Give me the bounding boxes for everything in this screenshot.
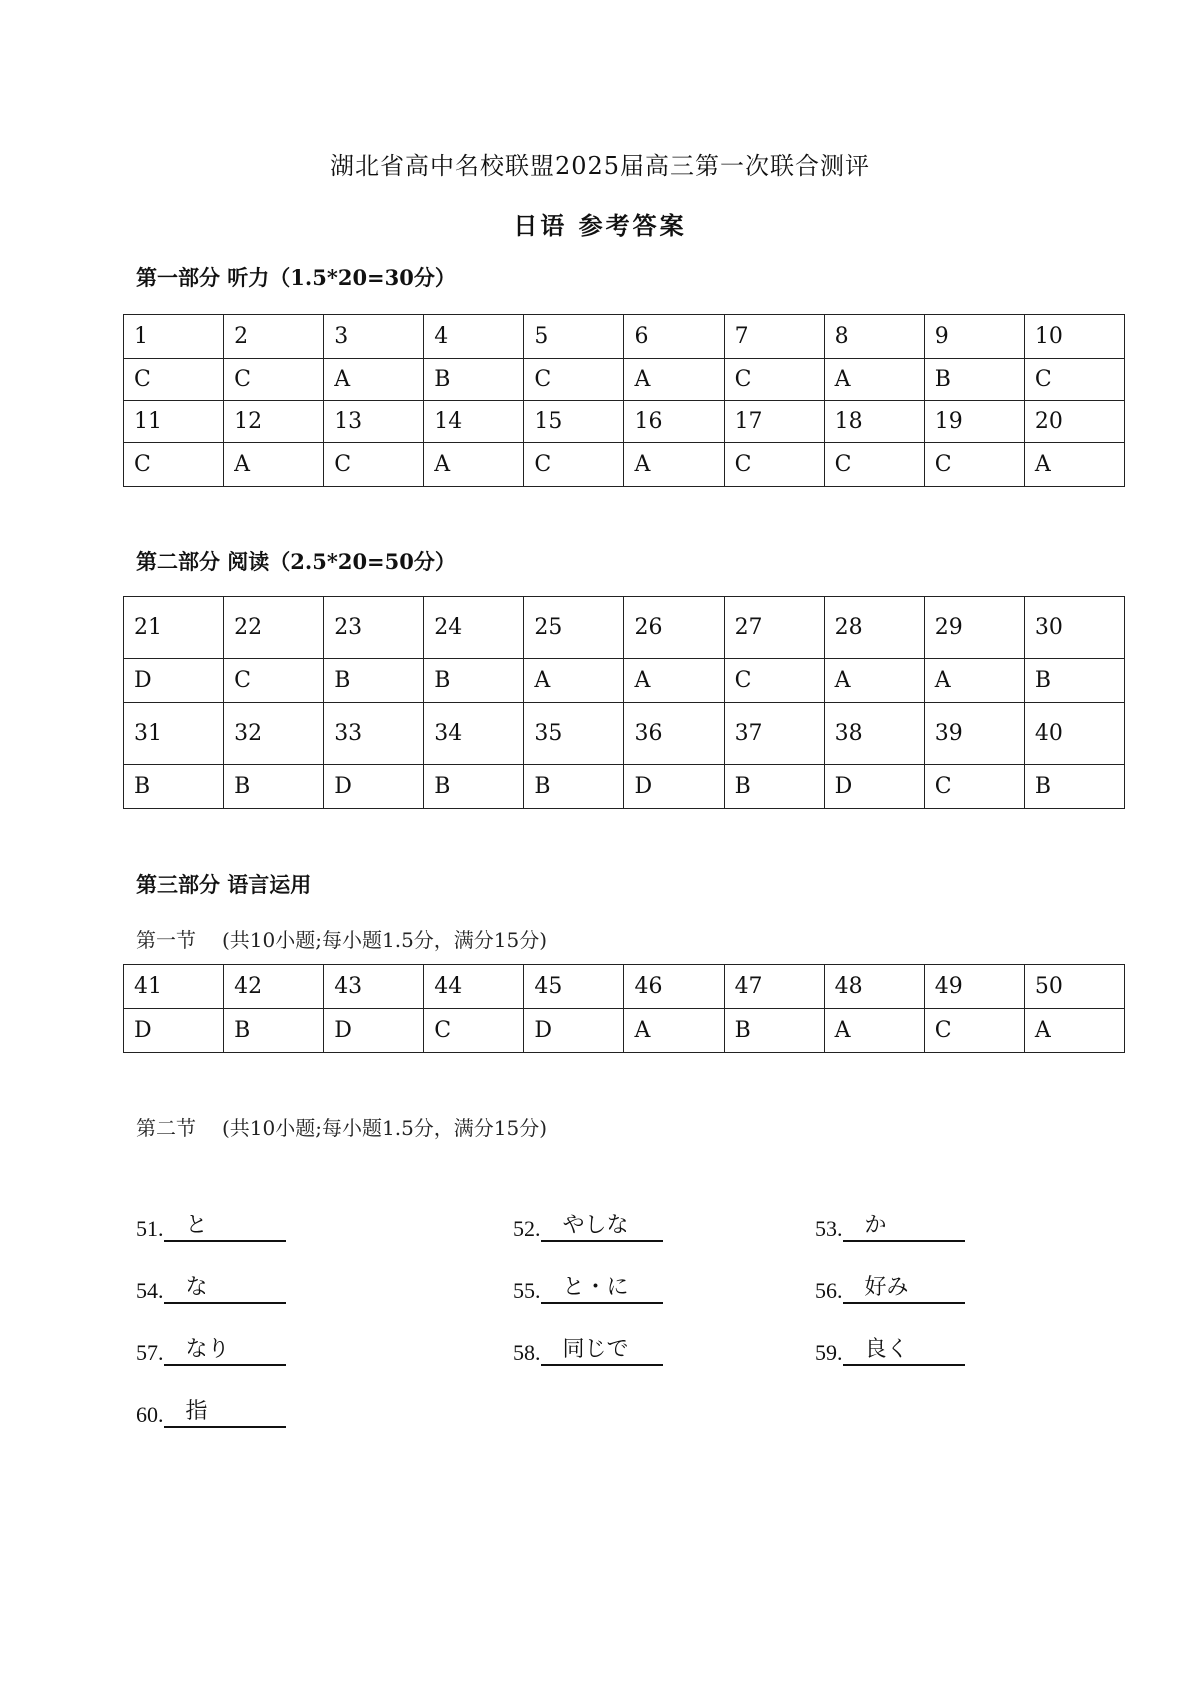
question-number-cell: 25 xyxy=(524,597,624,659)
answer-cell: D xyxy=(624,765,724,809)
fill-in-item xyxy=(815,1212,965,1242)
question-number-cell: 47 xyxy=(724,965,824,1009)
question-number-row xyxy=(124,401,1125,443)
section2-note: (共10小题;每小题1.5分，满分15分) xyxy=(222,1116,548,1140)
answer-cell: D xyxy=(824,765,924,809)
answer-cell: A xyxy=(824,1009,924,1053)
answer-cell: C xyxy=(124,443,224,487)
item-answer: か xyxy=(843,1212,965,1242)
item-number: 55. xyxy=(513,1278,541,1303)
fill-in-item xyxy=(136,1274,286,1304)
item-number: 58. xyxy=(513,1340,541,1365)
question-number-cell: 42 xyxy=(224,965,324,1009)
answer-row xyxy=(124,659,1125,703)
question-number-cell: 7 xyxy=(724,315,824,359)
answer-cell: A xyxy=(624,443,724,487)
question-number-cell: 28 xyxy=(824,597,924,659)
answer-cell: A xyxy=(824,359,924,401)
item-answer: な xyxy=(164,1274,286,1304)
section2-label: 第二节 xyxy=(136,1116,196,1140)
question-number-cell: 17 xyxy=(724,401,824,443)
answer-cell: C xyxy=(524,443,624,487)
item-answer: やしな xyxy=(541,1212,663,1242)
answer-row xyxy=(124,359,1125,401)
document-subtitle: 日语 参考答案 xyxy=(513,211,687,240)
item-answer: と・に xyxy=(541,1274,663,1304)
part3-section2-title xyxy=(136,1112,547,1141)
question-number-cell: 13 xyxy=(324,401,424,443)
question-number-cell: 40 xyxy=(1024,703,1124,765)
question-number-cell: 45 xyxy=(524,965,624,1009)
question-number-cell: 11 xyxy=(124,401,224,443)
answer-cell: B xyxy=(424,659,524,703)
fill-in-item xyxy=(513,1212,663,1242)
fill-in-item xyxy=(815,1336,965,1366)
answer-cell: C xyxy=(1024,359,1124,401)
question-number-cell: 26 xyxy=(624,597,724,659)
question-number-cell: 4 xyxy=(424,315,524,359)
question-number-cell: 35 xyxy=(524,703,624,765)
answer-cell: B xyxy=(1024,659,1124,703)
question-number-cell: 5 xyxy=(524,315,624,359)
question-number-cell: 41 xyxy=(124,965,224,1009)
answer-cell: A xyxy=(624,659,724,703)
question-number-cell: 1 xyxy=(124,315,224,359)
answer-cell: C xyxy=(924,765,1024,809)
question-number-cell: 49 xyxy=(924,965,1024,1009)
question-number-cell: 37 xyxy=(724,703,824,765)
item-number: 60. xyxy=(136,1402,164,1427)
question-number-cell: 18 xyxy=(824,401,924,443)
question-number-cell: 31 xyxy=(124,703,224,765)
answer-cell: A xyxy=(1024,443,1124,487)
question-number-cell: 29 xyxy=(924,597,1024,659)
question-number-cell: 39 xyxy=(924,703,1024,765)
answer-cell: D xyxy=(124,1009,224,1053)
fill-in-item xyxy=(513,1274,663,1304)
question-number-cell: 12 xyxy=(224,401,324,443)
answer-cell: A xyxy=(524,659,624,703)
item-number: 59. xyxy=(815,1340,843,1365)
answer-cell: C xyxy=(724,659,824,703)
item-answer: 指 xyxy=(164,1398,286,1428)
answer-cell: C xyxy=(424,1009,524,1053)
section1-label: 第一节 xyxy=(136,928,196,952)
question-number-cell: 20 xyxy=(1024,401,1124,443)
answer-cell: A xyxy=(224,443,324,487)
answer-cell: A xyxy=(624,359,724,401)
answer-cell: C xyxy=(224,659,324,703)
question-number-cell: 23 xyxy=(324,597,424,659)
item-number: 57. xyxy=(136,1340,164,1365)
answer-row xyxy=(124,443,1125,487)
answer-cell: C xyxy=(724,443,824,487)
document-title: 湖北省高中名校联盟2025届高三第一次联合测评 xyxy=(329,152,871,180)
section1-note: (共10小题;每小题1.5分，满分15分) xyxy=(222,928,548,952)
fill-in-item xyxy=(136,1398,286,1428)
question-number-cell: 22 xyxy=(224,597,324,659)
answer-cell: B xyxy=(724,765,824,809)
question-number-row xyxy=(124,597,1125,659)
question-number-cell: 10 xyxy=(1024,315,1124,359)
answer-cell: C xyxy=(924,1009,1024,1053)
question-number-cell: 21 xyxy=(124,597,224,659)
question-number-cell: 3 xyxy=(324,315,424,359)
answer-cell: A xyxy=(624,1009,724,1053)
question-number-cell: 48 xyxy=(824,965,924,1009)
answer-cell: C xyxy=(924,443,1024,487)
part1-answer-table xyxy=(123,314,1125,487)
answer-cell: B xyxy=(224,1009,324,1053)
question-number-cell: 34 xyxy=(424,703,524,765)
fill-in-item xyxy=(815,1274,965,1304)
item-number: 54. xyxy=(136,1278,164,1303)
question-number-cell: 19 xyxy=(924,401,1024,443)
question-number-cell: 50 xyxy=(1024,965,1124,1009)
answer-cell: B xyxy=(924,359,1024,401)
answer-cell: B xyxy=(224,765,324,809)
answer-cell: B xyxy=(724,1009,824,1053)
question-number-cell: 24 xyxy=(424,597,524,659)
answer-cell: A xyxy=(424,443,524,487)
answer-cell: C xyxy=(324,443,424,487)
part2-heading: 第二部分 阅读（2.5*20=50分） xyxy=(136,549,456,574)
item-number: 56. xyxy=(815,1278,843,1303)
fill-in-item xyxy=(136,1336,286,1366)
question-number-cell: 43 xyxy=(324,965,424,1009)
question-number-cell: 14 xyxy=(424,401,524,443)
answer-cell: B xyxy=(424,359,524,401)
answer-cell: B xyxy=(524,765,624,809)
question-number-cell: 8 xyxy=(824,315,924,359)
fill-in-item xyxy=(513,1336,663,1366)
answer-cell: C xyxy=(224,359,324,401)
item-answer: と xyxy=(164,1212,286,1242)
question-number-cell: 38 xyxy=(824,703,924,765)
item-number: 51. xyxy=(136,1216,164,1241)
question-number-cell: 16 xyxy=(624,401,724,443)
answer-cell: D xyxy=(124,659,224,703)
answer-cell: A xyxy=(324,359,424,401)
item-answer: 良く xyxy=(843,1336,965,1366)
part3-section1-answer-table xyxy=(123,964,1125,1053)
item-answer: 好み xyxy=(843,1274,965,1304)
answer-cell: C xyxy=(724,359,824,401)
answer-cell: B xyxy=(324,659,424,703)
answer-cell: B xyxy=(124,765,224,809)
question-number-cell: 2 xyxy=(224,315,324,359)
answer-cell: C xyxy=(524,359,624,401)
answer-cell: B xyxy=(424,765,524,809)
part3-heading: 第三部分 语言运用 xyxy=(136,872,312,897)
answer-cell: C xyxy=(824,443,924,487)
answer-cell: A xyxy=(924,659,1024,703)
item-number: 53. xyxy=(815,1216,843,1241)
answer-cell: C xyxy=(124,359,224,401)
question-number-cell: 32 xyxy=(224,703,324,765)
question-number-cell: 36 xyxy=(624,703,724,765)
answer-cell: B xyxy=(1024,765,1124,809)
item-answer: なり xyxy=(164,1336,286,1366)
part3-section1-title xyxy=(136,924,547,953)
question-number-cell: 44 xyxy=(424,965,524,1009)
question-number-cell: 6 xyxy=(624,315,724,359)
question-number-cell: 33 xyxy=(324,703,424,765)
question-number-cell: 15 xyxy=(524,401,624,443)
question-number-row xyxy=(124,315,1125,359)
answer-cell: D xyxy=(324,765,424,809)
question-number-cell: 30 xyxy=(1024,597,1124,659)
fill-in-item xyxy=(136,1212,286,1242)
item-number: 52. xyxy=(513,1216,541,1241)
answer-cell: D xyxy=(524,1009,624,1053)
part2-answer-table xyxy=(123,596,1125,809)
question-number-cell: 9 xyxy=(924,315,1024,359)
answer-cell: D xyxy=(324,1009,424,1053)
question-number-cell: 27 xyxy=(724,597,824,659)
answer-cell: A xyxy=(824,659,924,703)
part1-heading: 第一部分 听力（1.5*20=30分） xyxy=(136,265,456,290)
item-answer: 同じで xyxy=(541,1336,663,1366)
question-number-row xyxy=(124,703,1125,765)
answer-cell: A xyxy=(1024,1009,1124,1053)
answer-row xyxy=(124,765,1125,809)
question-number-cell: 46 xyxy=(624,965,724,1009)
answer-row xyxy=(124,1009,1125,1053)
question-number-row xyxy=(124,965,1125,1009)
